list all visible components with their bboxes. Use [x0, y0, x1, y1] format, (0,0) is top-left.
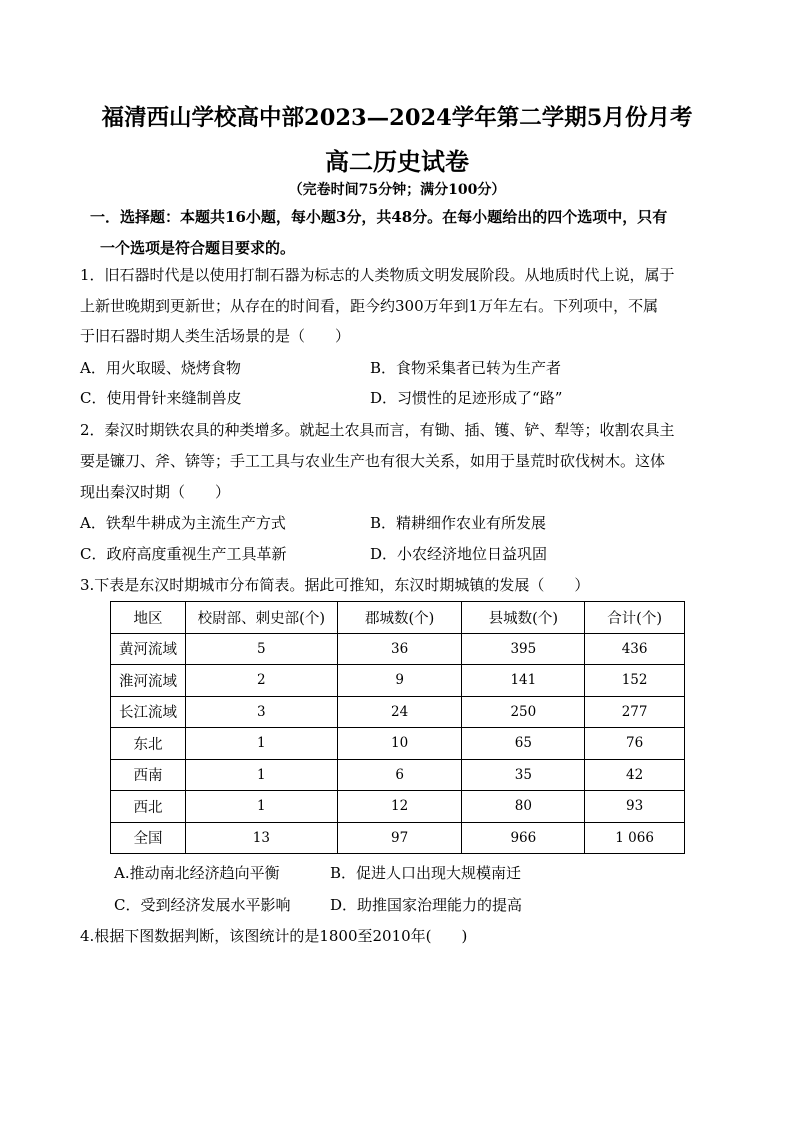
q3-option-d: D．助推国家治理能力的提高: [330, 896, 523, 914]
table-header: 郡城数(个): [337, 602, 462, 634]
q2-option-a: A．铁犁牛耕成为主流生产方式: [80, 514, 286, 532]
table-cell: 80: [462, 791, 585, 823]
table-cell-region: 西北: [111, 791, 186, 823]
q3-line-1: 3.下表是东汉时期城市分布简表。据此可推知，东汉时期城镇的发展（ ）: [80, 576, 590, 594]
table-cell: 65: [462, 728, 585, 760]
q2-option-d: D．小农经济地位日益巩固: [370, 545, 548, 563]
q1-line-2: 上新世晚期到更新世；从存在的时间看，距今约300万年到1万年左右。下列项中，不属: [80, 297, 659, 315]
table-cell-region: 西南: [111, 759, 186, 791]
q2-line-3: 现出秦汉时期（ ）: [80, 483, 231, 501]
q1-line-3: 于旧石器时期人类生活场景的是（ ）: [80, 327, 351, 345]
table-row: [111, 696, 685, 728]
table-cell-region: 淮河流域: [111, 665, 186, 697]
q3-option-b: B．促进人口出现大规模南迁: [330, 864, 522, 882]
q3-option-a: A.推动南北经济趋向平衡: [114, 864, 280, 882]
table-cell: 42: [585, 759, 685, 791]
table-cell-region: 东北: [111, 728, 186, 760]
table-cell: 436: [585, 633, 685, 665]
table-row: [111, 728, 685, 760]
table-cell: 93: [585, 791, 685, 823]
q4-line-1: 4.根据下图数据判断，该图统计的是1800至2010年( ): [80, 927, 468, 945]
table-row: [111, 633, 685, 665]
table-cell: 1: [185, 791, 337, 823]
section-heading-cont: 一个选项是符合题目要求的。: [100, 239, 296, 257]
section-heading: 一．选择题：本题共16小题，每小题3分，共48分。在每小题给出的四个选项中，只有: [90, 208, 668, 226]
table-header: 地区: [111, 602, 186, 634]
q1-option-a: A．用火取暖、烧烤食物: [80, 359, 241, 377]
table-row: [111, 665, 685, 697]
q2-line-1: 2．秦汉时期铁农具的种类增多。就起土农具而言，有锄、插、镬、铲、犁等；收割农具主: [80, 421, 675, 439]
table-header: 校尉部、刺史部(个): [185, 602, 337, 634]
exam-meta: （完卷时间75分钟；满分100分）: [288, 182, 506, 198]
table-row: [111, 822, 685, 854]
table-cell: 5: [185, 633, 337, 665]
table-cell: 76: [585, 728, 685, 760]
city-distribution-table: [110, 601, 685, 854]
table-cell: 1: [185, 759, 337, 791]
table-cell: 35: [462, 759, 585, 791]
table-cell: 12: [337, 791, 462, 823]
q1-option-c: C．使用骨针来缝制兽皮: [80, 389, 242, 407]
table-cell: 6: [337, 759, 462, 791]
table-cell: 9: [337, 665, 462, 697]
exam-title: 福清西山学校高中部2023—2024学年第二学期5月份月考: [101, 105, 693, 131]
table-cell: 24: [337, 696, 462, 728]
table-cell-region: 长江流域: [111, 696, 186, 728]
q3-option-c: C．受到经济发展水平影响: [114, 896, 291, 914]
table-row: [111, 759, 685, 791]
table-header: 县城数(个): [462, 602, 585, 634]
table-header: 合计(个): [585, 602, 685, 634]
q1-option-d: D．习惯性的足迹形成了“路”: [370, 389, 563, 407]
q1-option-b: B．食物采集者已转为生产者: [370, 359, 562, 377]
table-cell: 395: [462, 633, 585, 665]
table-cell: 13: [185, 822, 337, 854]
table-cell: 1: [185, 728, 337, 760]
table-row: [111, 791, 685, 823]
q1-line-1: 1．旧石器时代是以使用打制石器为标志的人类物质文明发展阶段。从地质时代上说，属于: [80, 266, 675, 284]
q2-option-c: C．政府高度重视生产工具革新: [80, 545, 287, 563]
table-header-row: [111, 602, 685, 634]
q2-option-b: B．精耕细作农业有所发展: [370, 514, 547, 532]
table-cell: 10: [337, 728, 462, 760]
table-cell: 3: [185, 696, 337, 728]
table-cell-region: 黄河流域: [111, 633, 186, 665]
table-cell: 97: [337, 822, 462, 854]
table-cell: 152: [585, 665, 685, 697]
table-cell: 141: [462, 665, 585, 697]
table-cell-region: 全国: [111, 822, 186, 854]
q2-line-2: 要是镰刀、斧、锛等；手工工具与农业生产也有很大关系，如用于垦荒时砍伐树木。这体: [80, 452, 666, 470]
table-cell: 36: [337, 633, 462, 665]
table-cell: 2: [185, 665, 337, 697]
table-cell: 277: [585, 696, 685, 728]
table-cell: 250: [462, 696, 585, 728]
exam-subtitle: 高二历史试卷: [325, 147, 469, 176]
table-cell: 1 066: [585, 822, 685, 854]
table-cell: 966: [462, 822, 585, 854]
